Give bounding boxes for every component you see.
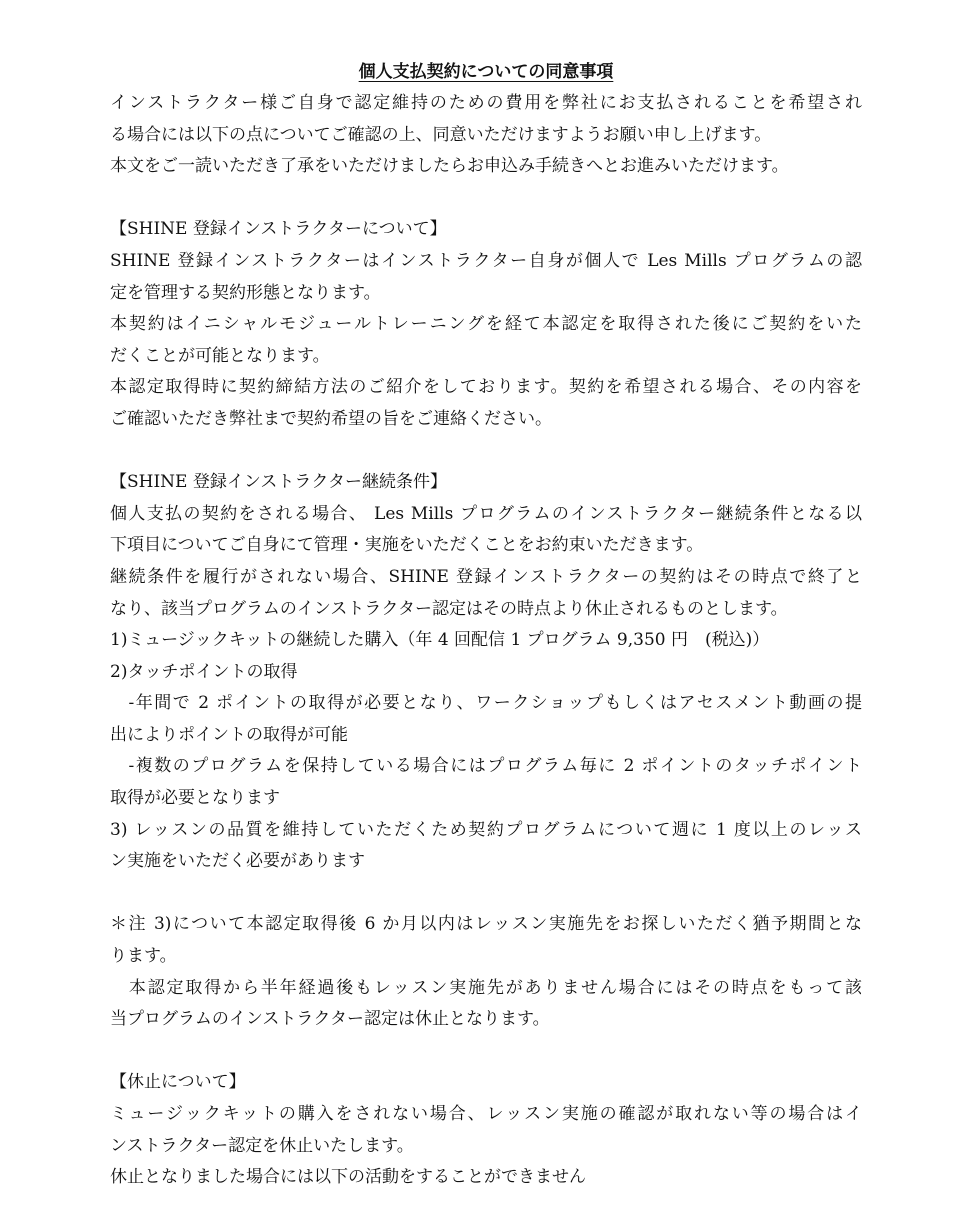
sub-item-line: -複数のプログラムを保持している場合にはプログラム毎に 2 ポイントのタッチポイント: [110, 756, 862, 777]
spacer: [110, 878, 862, 910]
section-heading-suspension: 【休止について】: [110, 1072, 246, 1093]
document-page: [110, 56, 862, 1194]
list-item-touch-points: 2)タッチポイントの取得: [110, 661, 298, 682]
intro-line: 本文をご一読いただき了承をいただけましたらお申込み手続きへとお進みいただけます。: [110, 156, 789, 177]
spacer: [110, 183, 862, 215]
intro-line: る場合には以下の点についてご確認の上、同意いただけますようお願い申し上げます。: [110, 124, 772, 145]
paragraph-line: なり、該当プログラムのインストラクター認定はその時点より休止されるものとします。: [110, 598, 788, 619]
spacer: [110, 436, 862, 468]
paragraph-line: SHINE 登録インストラクターはインストラクター自身が個人で Les Mills プログラムの認: [110, 250, 862, 271]
section-heading-shine-instructor: 【SHINE 登録インストラクターについて】: [110, 219, 447, 240]
sub-item-line: 出によりポイントの取得が可能: [110, 724, 348, 745]
list-item-lesson-quality: ン実施をいただく必要があります: [110, 851, 365, 872]
note-line: 本認定取得から半年経過後もレッスン実施先がありません場合にはその時点をもって該: [110, 977, 862, 998]
paragraph-line: 本認定取得時に契約締結方法のご紹介をしております。契約を希望される場合、その内容を: [110, 377, 862, 398]
document-title: 個人支払契約についての同意事項: [358, 62, 614, 82]
paragraph-line: ミュージックキットの購入をされない場合、レッスン実施の確認が取れない等の場合はイ: [110, 1104, 862, 1124]
paragraph-line: ご確認いただき弊社まで契約希望の旨をご連絡ください。: [110, 408, 552, 429]
paragraph-line: ンストラクター認定を休止いたします。: [110, 1135, 414, 1156]
list-item-lesson-quality: 3) レッスンの品質を維持していただくため契約プログラムについて週に 1 度以上のレッス: [110, 819, 862, 840]
note-line: 当プログラムのインストラクター認定は休止となります。: [110, 1009, 550, 1030]
spacer: [110, 1036, 862, 1068]
paragraph-line: 本契約はイニシャルモジュールトレーニングを経て本認定を取得された後にご契約をいた: [110, 314, 862, 335]
paragraph-line: 個人支払の契約をされる場合、 Les Mills プログラムのインストラクター継続条件となる以: [110, 503, 862, 524]
paragraph-line: 定を管理する契約形態となります。: [110, 282, 381, 303]
paragraph-line: だくことが可能となります。: [110, 345, 330, 366]
sub-item-line: 取得が必要となります: [110, 788, 280, 809]
note-line: ります。: [110, 946, 177, 967]
intro-line: インストラクター様ご自身で認定維持のための費用を弊社にお支払されることを希望され: [110, 93, 862, 113]
sub-item-line: -年間で 2 ポイントの取得が必要となり、ワークショップもしくはアセスメント動画の提: [110, 693, 862, 714]
list-item-music-kit: 1)ミュージックキットの継続した購入（年 4 回配信 1 プログラム 9,350 円 (税込)）: [110, 630, 770, 651]
paragraph-line: 下項目についてご自身にて管理・実施をいただくことをお約束いただきます。: [110, 535, 704, 556]
section-heading-continuation-conditions: 【SHINE 登録インストラクター継続条件】: [110, 472, 448, 493]
note-line: ＊注 3)について本認定取得後 6 か月以内はレッスン実施先をお探しいただく猶予期間とな: [110, 914, 862, 935]
paragraph-line: 休止となりました場合には以下の活動をすることができません: [110, 1167, 586, 1188]
paragraph-line: 継続条件を履行がされない場合、SHINE 登録インストラクターの契約はその時点で終了と: [110, 566, 862, 587]
